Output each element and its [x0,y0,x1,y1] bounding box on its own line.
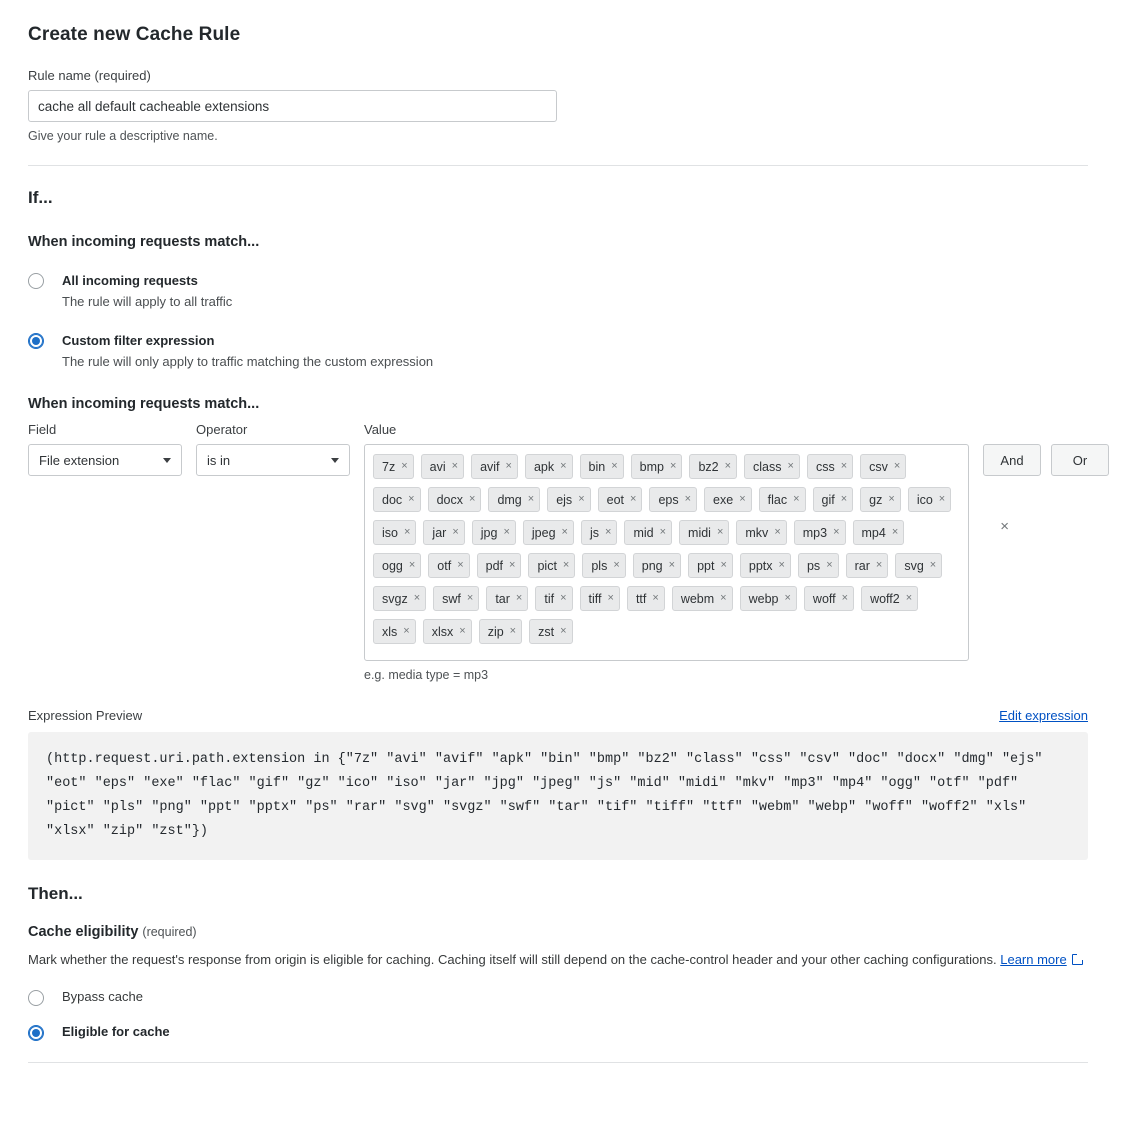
value-chip-label: jpeg [531,525,556,540]
value-chip-label: pict [537,558,557,573]
cache-eligibility-required: (required) [142,925,197,939]
remove-chip-icon[interactable]: × [403,526,411,538]
remove-chip-icon[interactable]: × [840,460,848,472]
radio-all-incoming-requests-control[interactable] [28,273,44,289]
value-chip-label: dmg [497,492,522,507]
remove-chip-icon[interactable]: × [684,493,692,505]
value-chip-label: tif [544,591,555,606]
remove-chip-icon[interactable]: × [793,493,800,505]
remove-chip-icon[interactable]: × [509,625,517,637]
remove-chip-icon[interactable]: × [578,493,585,505]
radio-all-incoming-requests[interactable] [28,272,1088,310]
value-chip[interactable] [523,520,574,545]
value-chip[interactable] [860,454,906,479]
value-chip-label: exe [713,492,734,507]
value-chip-label: docx [436,492,463,507]
value-chip-label: rar [854,558,870,573]
remove-chip-icon[interactable]: × [562,559,570,571]
value-chip-label: ico [916,492,933,507]
remove-chip-icon[interactable]: × [413,592,421,604]
operator-select-value: is in [207,452,231,468]
remove-chip-icon[interactable]: × [833,526,840,538]
remove-chip-icon[interactable]: × [938,493,946,505]
value-chip[interactable] [471,454,518,479]
cache-eligibility-title: Cache eligibility [28,924,139,940]
value-chip-label: apk [533,459,555,474]
value-chips-input[interactable] [364,444,969,661]
radio-all-incoming-requests-label: All incoming requests [62,273,198,288]
value-chip[interactable] [624,520,672,545]
value-chip[interactable] [423,520,464,545]
rule-name-input[interactable] [28,90,557,122]
value-chip-label: mid [633,525,654,540]
remove-chip-icon[interactable]: × [560,592,567,604]
value-chip[interactable] [547,487,590,512]
value-chip-label: js [589,525,599,540]
value-chip-label: gz [869,492,883,507]
remove-chip-icon[interactable]: × [630,493,637,505]
value-chip[interactable] [373,553,421,578]
remove-chip-icon[interactable]: × [784,592,791,604]
value-chip-label: svgz [382,591,408,606]
radio-eligible-for-cache[interactable] [28,1023,1088,1040]
remove-chip-icon[interactable]: × [720,592,727,604]
value-chip-label: woff2 [870,591,900,606]
divider-top [28,165,1088,166]
value-chip[interactable] [740,586,797,611]
remove-chip-icon[interactable]: × [408,493,415,505]
value-chip-label: zip [487,624,504,639]
value-chip-label: webm [680,591,715,606]
remove-chip-icon[interactable]: × [905,592,913,604]
value-chip[interactable] [794,520,846,545]
value-chip-label: eps [658,492,679,507]
value-chip[interactable] [428,487,482,512]
value-chip-label: ps [806,558,821,573]
value-chip[interactable] [649,487,697,512]
value-chip-label: doc [382,492,403,507]
value-chip[interactable] [736,520,786,545]
value-chip-label: mkv [745,525,769,540]
radio-bypass-cache-label: Bypass cache [62,989,143,1004]
value-chip-label: avi [429,459,446,474]
value-chip[interactable] [704,487,752,512]
remove-chip-icon[interactable]: × [466,592,474,604]
remove-chip-icon[interactable]: × [403,625,410,637]
builder-heading: When incoming requests match... [28,396,260,412]
value-chip[interactable] [373,520,416,545]
remove-chip-icon[interactable]: × [515,592,523,604]
value-chip[interactable] [582,553,625,578]
value-chip-label: bin [588,459,606,474]
value-chip-label: pdf [485,558,504,573]
value-chip-label: mp4 [861,525,886,540]
remove-chip-icon[interactable]: × [469,493,476,505]
clear-all-values-icon[interactable]: × [1000,518,1009,535]
value-chip[interactable] [633,553,681,578]
value-chip-label: midi [688,525,711,540]
or-button[interactable]: Or [1051,444,1109,476]
value-chip[interactable] [860,487,901,512]
value-column-label: Value [364,422,397,437]
remove-chip-icon[interactable]: × [452,526,459,538]
remove-chip-icon[interactable]: × [778,559,785,571]
expression-preview-label: Expression Preview [28,708,143,723]
value-chip[interactable] [486,586,528,611]
remove-chip-icon[interactable]: × [457,559,464,571]
remove-chip-icon[interactable]: × [652,592,659,604]
value-chip-label: csv [869,459,888,474]
remove-chip-icon[interactable]: × [668,559,676,571]
divider-bottom [28,1062,1088,1063]
remove-chip-icon[interactable]: × [826,559,833,571]
value-chip-label: ttf [635,591,647,606]
value-chip[interactable] [580,586,620,611]
rule-name-helper: Give your rule a descriptive name. [28,129,218,143]
value-chip[interactable] [488,487,540,512]
cache-eligibility-description [28,950,1088,970]
cache-eligibility-title-row [28,924,1088,940]
remove-chip-icon[interactable]: × [560,460,567,472]
value-chip[interactable] [472,520,516,545]
radio-custom-filter-expression-control[interactable] [28,333,44,349]
operator-column [196,422,350,476]
remove-chip-icon[interactable]: × [503,526,510,538]
remove-chip-icon[interactable]: × [401,460,408,472]
value-chip[interactable] [740,553,791,578]
value-chip[interactable] [479,619,522,644]
expression-builder [28,422,1088,682]
remove-chip-icon[interactable]: × [509,559,516,571]
value-chip[interactable] [373,586,426,611]
remove-chip-icon[interactable]: × [451,460,459,472]
radio-custom-filter-expression[interactable] [28,332,1088,370]
value-chip[interactable] [807,454,853,479]
remove-chip-icon[interactable]: × [888,493,895,505]
value-chip-label: tar [495,591,510,606]
value-chip-label: png [641,558,663,573]
remove-chip-icon[interactable]: × [527,493,535,505]
value-chip-label: otf [437,558,452,573]
value-chip[interactable] [580,454,624,479]
value-chip[interactable] [744,454,800,479]
value-chip[interactable] [581,520,617,545]
value-chip-label: woff [812,591,836,606]
value-chip-label: pls [591,558,608,573]
remove-chip-icon[interactable]: × [875,559,883,571]
radio-bypass-cache[interactable] [28,988,1088,1005]
value-chip[interactable] [853,520,905,545]
value-chip-label: ppt [697,558,715,573]
value-chip[interactable] [804,586,854,611]
value-chip[interactable] [529,619,572,644]
value-chip-label: gif [821,492,835,507]
value-chip-label: tiff [588,591,602,606]
expression-preview-header [28,708,1088,723]
field-select[interactable] [28,444,182,476]
radio-all-incoming-requests-desc: The rule will apply to all traffic [62,294,233,309]
operator-select[interactable] [196,444,350,476]
value-chip[interactable] [627,586,665,611]
value-chip[interactable] [477,553,522,578]
value-chip[interactable] [528,553,575,578]
value-chip-label: class [753,459,782,474]
value-chip-label: mp3 [802,525,828,540]
and-or-buttons [983,444,1119,476]
value-chip[interactable] [535,586,572,611]
remove-chip-icon[interactable]: × [408,559,416,571]
field-select-value: File extension [39,452,120,468]
value-chip[interactable] [861,586,918,611]
value-chip-label: ejs [556,492,573,507]
remove-chip-icon[interactable]: × [724,460,732,472]
radio-eligible-for-cache-label: Eligible for cache [62,1024,170,1039]
value-chip[interactable] [679,520,729,545]
value-chip[interactable] [423,619,472,644]
remove-chip-icon[interactable]: × [716,526,724,538]
value-chip-label: jpg [480,525,498,540]
value-chip[interactable] [428,553,469,578]
value-chip[interactable] [846,553,889,578]
rule-name-label: Rule name (required) [28,68,151,83]
cache-eligibility-description-text: Mark whether the request's response from origin is eligible for caching. Caching itself will still depend on the cache-control header and your other caching configurations. [28,952,1001,967]
value-chip[interactable] [672,586,733,611]
value-chip-label: bz2 [698,459,719,474]
if-heading: If... [28,188,53,207]
remove-chip-icon[interactable]: × [893,460,901,472]
value-chip-label: iso [382,525,398,540]
then-heading: Then... [28,884,83,903]
remove-chip-icon[interactable]: × [739,493,746,505]
value-chip-label: css [815,459,835,474]
value-chip[interactable] [433,586,479,611]
field-column-label: Field [28,422,57,437]
and-button[interactable]: And [983,444,1041,476]
remove-chip-icon[interactable]: × [561,526,568,538]
edit-expression-link[interactable]: Edit expression [999,708,1088,723]
remove-chip-icon[interactable]: × [560,625,567,637]
remove-chip-icon[interactable]: × [774,526,781,538]
value-chip-label: swf [442,591,461,606]
remove-chip-icon[interactable]: × [505,460,512,472]
external-link-icon [1072,954,1083,965]
radio-eligible-for-cache-control[interactable] [28,1025,44,1041]
value-chip[interactable] [373,454,414,479]
remove-chip-icon[interactable]: × [611,460,618,472]
remove-chip-icon[interactable]: × [607,592,614,604]
remove-chip-icon[interactable]: × [891,526,899,538]
remove-chip-icon[interactable]: × [659,526,667,538]
remove-chip-icon[interactable]: × [840,493,848,505]
value-chip-label: 7z [382,459,396,474]
value-chip-label: svg [904,558,924,573]
value-chip[interactable] [525,454,573,479]
value-chip-label: bmp [639,459,664,474]
field-column [28,422,182,476]
value-chip-label: ogg [382,558,403,573]
value-chip[interactable] [895,553,942,578]
chevron-down-icon [163,458,171,463]
value-chip[interactable] [598,487,643,512]
value-chip[interactable] [373,619,416,644]
remove-chip-icon[interactable]: × [787,460,794,472]
value-chip[interactable] [631,454,683,479]
match-heading: When incoming requests match... [28,234,260,250]
value-chip-label: jar [432,525,447,540]
remove-chip-icon[interactable]: × [841,592,849,604]
value-chip[interactable] [759,487,806,512]
operator-column-label: Operator [196,422,248,437]
expression-preview-text: (http.request.uri.path.extension in {"7z" "avi" "avif" "apk" "bin" "bmp" "bz2" "class" "css" "csv" "doc" "docx" "dmg" "ejs" "eot" "eps" "exe" "flac" "gif" "gz" "ico" "iso" "jar" "jpg" "jpeg" "js" "mid" "midi" "mkv" "mp3" "mp4" "ogg" "otf" "pdf" "pict" "pls" "png" "ppt" "pptx" "ps" "rar" "svg" "svgz" "swf" "tar" "tif" "tiff" "ttf" "webm" "webp" "woff" "woff2" "xls" "xlsx" "zip" "zst"}) [28,732,1088,860]
value-chip[interactable] [689,454,737,479]
remove-chip-icon[interactable]: × [670,460,677,472]
remove-chip-icon[interactable]: × [720,559,727,571]
value-chip-label: eot [606,492,625,507]
value-chip-label: xlsx [431,624,454,639]
remove-chip-icon[interactable]: × [605,526,612,538]
radio-custom-filter-expression-label: Custom filter expression [62,333,215,348]
value-chip[interactable] [813,487,854,512]
value-helper: e.g. media type = mp3 [364,668,489,682]
value-chip-label: avif [480,459,500,474]
value-chip[interactable] [798,553,839,578]
value-chip[interactable] [421,454,464,479]
value-chip-label: webp [748,591,779,606]
value-chip[interactable] [688,553,733,578]
value-chip-label: xls [382,624,398,639]
radio-bypass-cache-control[interactable] [28,990,44,1006]
value-chip-label: zst [538,624,555,639]
value-chip[interactable] [908,487,951,512]
remove-chip-icon[interactable]: × [929,559,937,571]
radio-custom-filter-expression-desc: The rule will only apply to traffic matching the custom expression [62,354,434,369]
value-chip-label: pptx [748,558,773,573]
value-column [364,422,1009,682]
remove-chip-icon[interactable]: × [459,625,466,637]
page-title: Create new Cache Rule [28,24,241,45]
learn-more-link[interactable]: Learn more [1000,952,1067,967]
remove-chip-icon[interactable]: × [613,559,620,571]
value-chip[interactable] [373,487,421,512]
chevron-down-icon [331,458,339,463]
value-chip-label: flac [767,492,788,507]
